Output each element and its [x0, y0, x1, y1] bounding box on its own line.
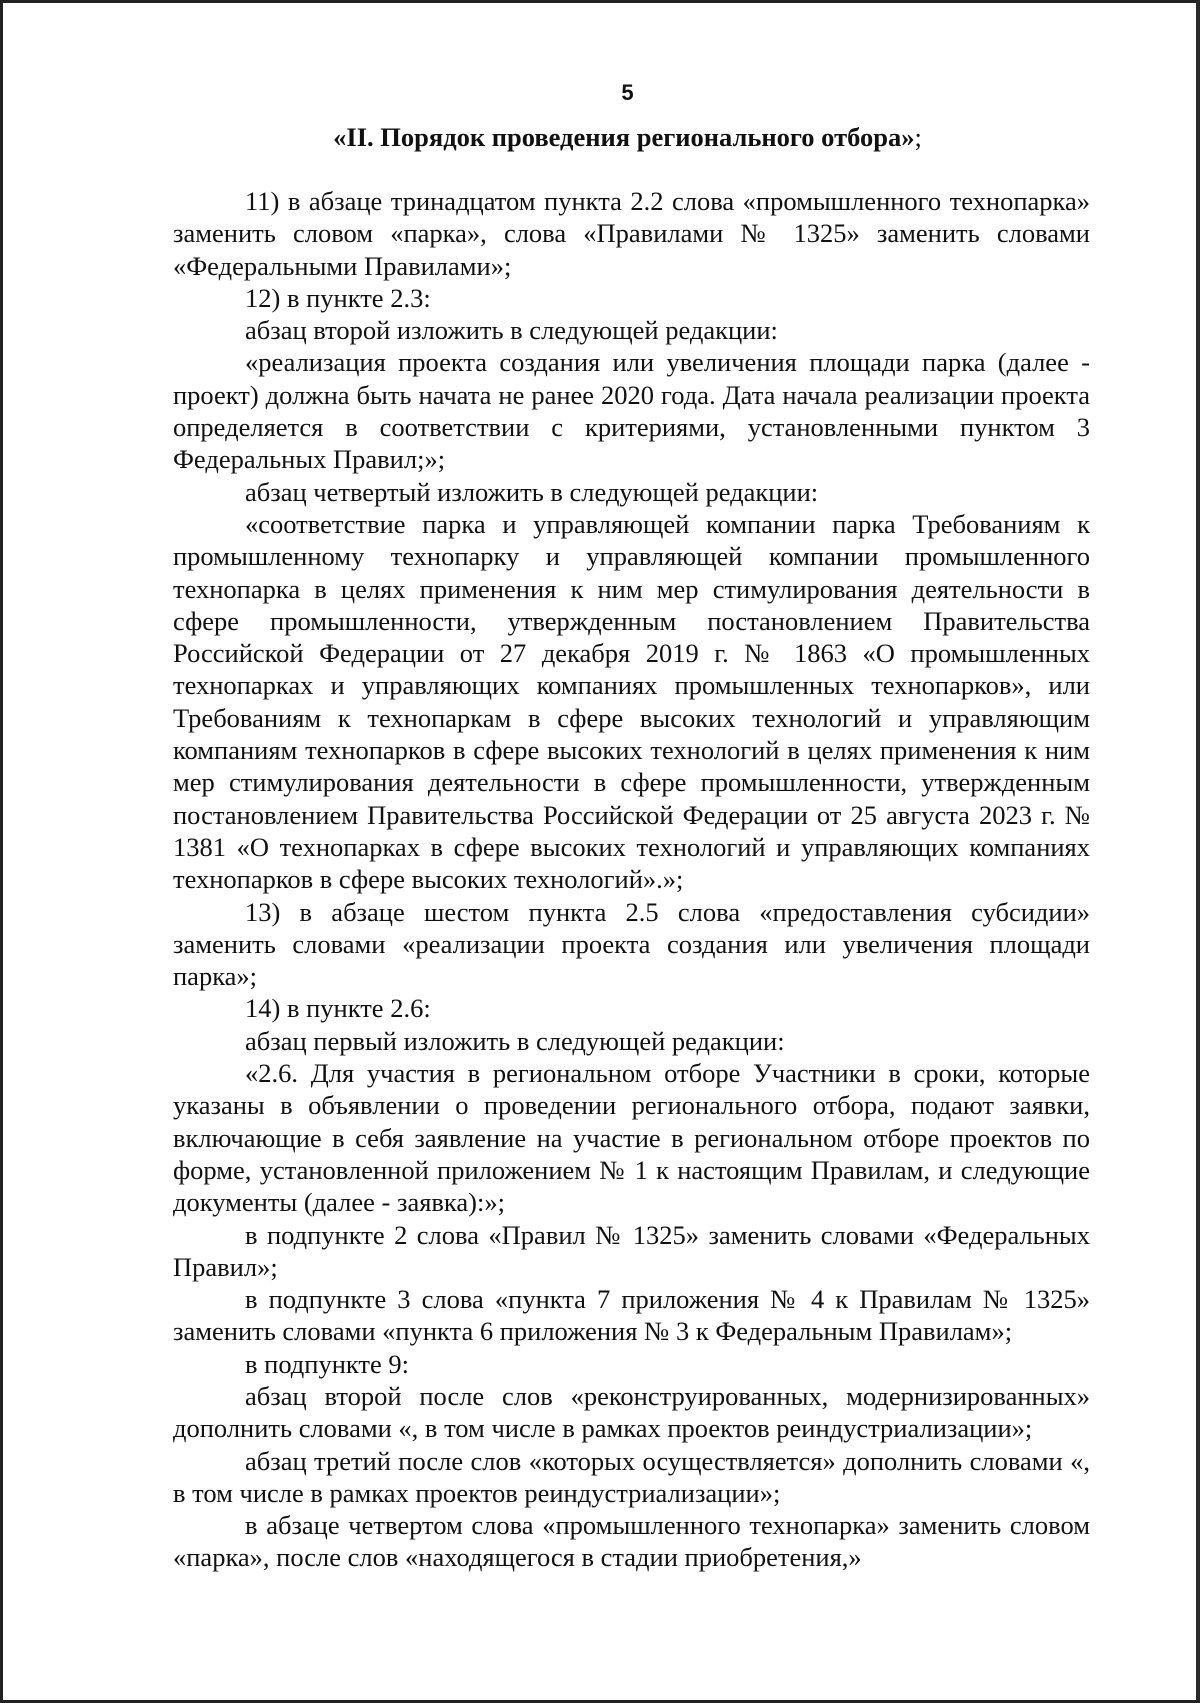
paragraph: 13) в абзаце шестом пункта 2.5 слова «предоставления субсидии» заменить словами «реализации проекта создания или увеличения площади парка»;: [173, 896, 1090, 992]
paragraph: в подпункте 2 слова «Правил № 1325» заменить словами «Федеральных Правил»;: [173, 1219, 1090, 1282]
paragraph: абзац четвертый изложить в следующей редакции:: [245, 476, 819, 507]
paragraph: абзац второй изложить в следующей редакции:: [245, 315, 778, 346]
section-heading: [0, 122, 1200, 153]
page-number: 5: [621, 80, 634, 105]
paragraph: в подпункте 3 слова «пункта 7 приложения № 4 к Правилам № 1325» заменить словами «пункта 6 приложения № 3 к Федеральным Правилам»;: [173, 1284, 1090, 1347]
paragraph: в абзаце четвертом слова «промышленного технопарка» заменить словом «парка», после слов «находящегося в стадии приобретения,»: [173, 1510, 1090, 1573]
scan-border-top: [0, 0, 1200, 3]
section-heading-text: «II. Порядок проведения регионального отбора»: [333, 122, 915, 152]
scan-border-left: [0, 0, 3, 1703]
document-body: [173, 185, 1090, 1574]
paragraph: 12) в пункте 2.3:: [245, 282, 431, 313]
paragraph: «2.6. Для участия в региональном отборе Участники в сроки, которые указаны в объявлении о проведении регионального отбора, подают заявки, включающие в себя заявление на участие в региональном отборе проектов по форме, установленной приложением № 1 к настоящим Правилам, и следующие документы (далее - заявка):»;: [173, 1058, 1090, 1218]
scan-border-right: [1196, 0, 1200, 1703]
paragraph: в подпункте 9:: [245, 1348, 410, 1379]
paragraph: абзац первый изложить в следующей редакции:: [245, 1025, 785, 1056]
paragraph: 14) в пункте 2.6:: [245, 993, 431, 1024]
section-heading-tail: ;: [914, 122, 922, 152]
paragraph: «соответствие парка и управляющей компании парка Требованиям к промышленному технопарку и управляющей компании промышленного технопарка в целях применения к ним мер стимулирования деятельности в сфере промышленности, утвержденным постановлением Правительства Российской Федерации от 27 декабря 2019 г. № 1863 «О промышленных технопарках и управляющих компаниях промышленных технопарков», или Требованиям к технопаркам в сфере высоких технологий и управляющим компаниям технопарков в сфере высоких технологий в целях применения к ним мер стимулирования деятельности в сфере промышленности, утвержденным постановлением Правительства Российской Федерации от 25 августа 2023 г. № 1381 «О технопарках в сфере высоких технологий и управляющих компаниях технопарков в сфере высоких технологий».»;: [173, 508, 1090, 895]
paragraph: абзац третий после слов «которых осуществляется» дополнить словами «, в том числе в рамках проектов реиндустриализации»;: [173, 1445, 1090, 1508]
paragraph: 11) в абзаце тринадцатом пункта 2.2 слова «промышленного технопарка» заменить словом «парка», слова «Правилами № 1325» заменить словами «Федеральными Правилами»;: [173, 186, 1090, 281]
paragraph: абзац второй после слов «реконструированных, модернизированных» дополнить словами «, в том числе в рамках проектов реиндустриализации»;: [173, 1380, 1090, 1444]
paragraph: «реализация проекта создания или увеличения площади парка (далее - проект) должна быть начата не ранее 2020 года. Дата начала реализации проекта определяется в соответствии с критериями, установленными пунктом 3 Федеральных Правил;»;: [173, 347, 1090, 475]
